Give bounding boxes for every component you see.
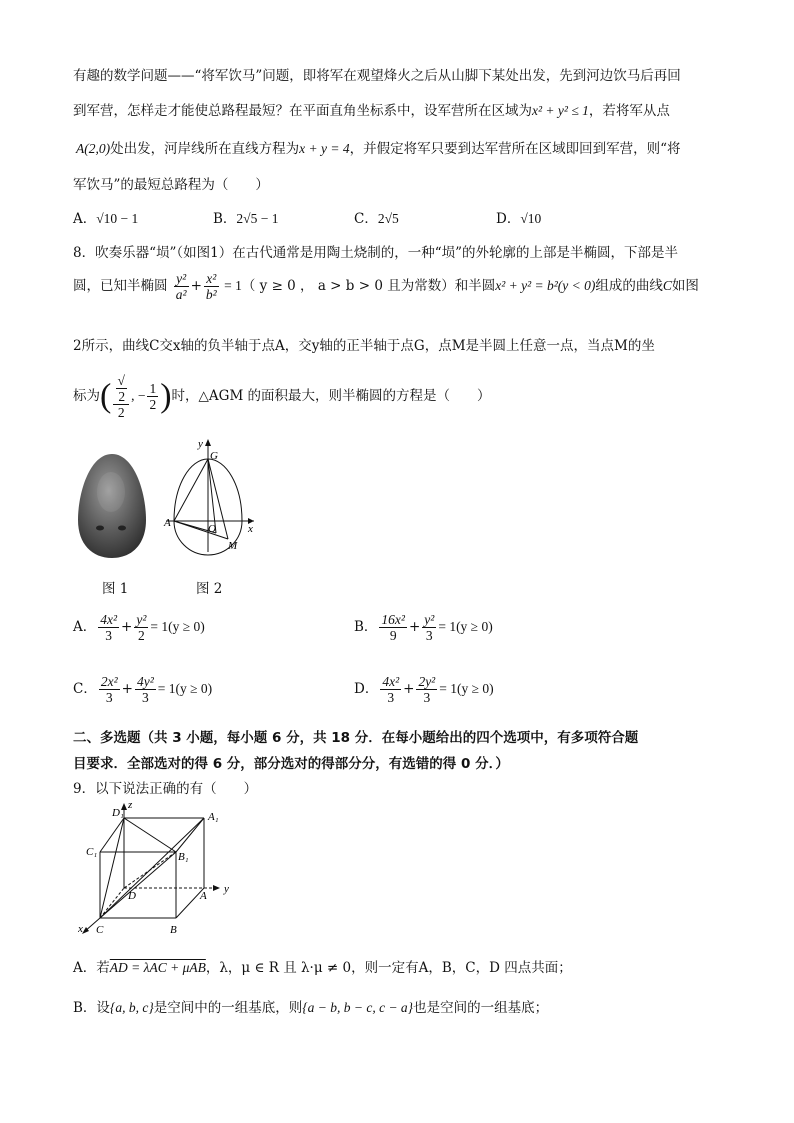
q7-option-d-label: D．	[496, 211, 521, 227]
q8-line4: 标为( √ 2 2 , − $\frac{1}{2}$ )时，△AGM 的面积最大，则半椭圆的方程是（ ）	[73, 373, 491, 420]
cube-label-d1: D₁	[112, 807, 124, 819]
q8-option-d-label: D．	[354, 681, 379, 697]
cube-label-c: C	[96, 924, 104, 936]
q8-m-x: √ 2 2	[113, 373, 129, 420]
q8-option-d-frac1: $\frac{\text{4x²}}{3}$	[382, 674, 400, 705]
q8-option-c: C． $\frac{\text{2x²}}{3}$ + $\frac{\text{4y²}}{3}$ = 1(y ≥ 0)	[73, 674, 213, 705]
cube-label-a: A	[200, 890, 207, 902]
q7-option-a-label: A．	[73, 211, 97, 227]
q8-option-c-frac1: $\frac{\text{2x²}}{3}$	[100, 674, 118, 705]
q8-circle-formula: x² + y² = b²(y < 0)	[495, 278, 596, 293]
cube-label-y: y	[224, 883, 229, 895]
q7-line3-text: 处出发，河岸线所在直线方程为	[110, 141, 300, 157]
q8-option-a-tail: = 1(y ≥ 0)	[150, 619, 205, 634]
q9-option-a	[73, 956, 572, 976]
q7-option-b-text: 2√5 − 1	[236, 211, 279, 226]
q8-option-c-label: C．	[73, 681, 97, 697]
q7-line2	[73, 99, 670, 119]
q8-option-a: A． $\frac{\text{4x²}}{3}$ + $\frac{\text{y²}}{2}$ = 1(y ≥ 0)	[73, 612, 205, 643]
q7-line3-text-b: ，并假定将军只要到达军营所在区域即回到军营，则“将	[349, 141, 681, 157]
section2-heading-line2: 目要求．全部选对的得 6 分，部分选对的得部分分，有选错的得 0 分．）	[73, 756, 509, 772]
q8-line2-text: 圆，已知半椭圆	[73, 278, 168, 294]
q9-option-b-set2: {a − b, b − c, c − a}	[302, 1000, 414, 1015]
fig2-caption: 图 2	[196, 581, 223, 597]
q8-line1: 8．吹奏乐器“埙”（如图1）在古代通常是用陶土烧制的，一种“埙”的外轮廓的上部是半椭圆，下部是半	[73, 245, 679, 261]
q8-option-a-label: A．	[73, 619, 97, 635]
cube-label-d: D	[128, 890, 136, 902]
q8-line2-text-b: 组成的曲线	[595, 278, 663, 294]
fig2-label-x: x	[248, 523, 253, 535]
cube-label-b: B	[170, 924, 177, 936]
q7-line2-text: 到军营，怎样走才能使总路程最短？在平面直角坐标系中，设军营所在区域为	[73, 103, 532, 119]
q7-option-c-text: 2√5	[377, 211, 399, 226]
q8-option-a-frac1: $\frac{\text{4x²}}{3}$	[100, 612, 118, 643]
q7-option-a	[73, 207, 138, 227]
cube-label-b1: B₁	[178, 851, 189, 863]
q8-line4-text: 标为	[73, 388, 100, 404]
fig1-caption: 图 1	[102, 581, 129, 597]
fig2-label-a: A	[164, 517, 171, 529]
q8-curve-c: C	[662, 278, 672, 293]
q8-option-d-frac2: $\frac{\text{2y²}}{3}$	[418, 674, 436, 705]
q8-option-a-frac2: $\frac{\text{y²}}{2}$	[136, 612, 147, 643]
cube-label-c1: C₁	[86, 846, 98, 858]
q8-line3: 2所示，曲线C交x轴的负半轴于点A，交y轴的正半轴于点G，点M是半圆上任意一点，当点M的坐	[73, 338, 655, 354]
q7-option-d	[496, 207, 541, 227]
q9-option-b-set1: {a, b, c}	[109, 1000, 154, 1015]
cube-label-a1: A₁	[208, 811, 219, 823]
q9-option-a-tail: A，B，C，D 四点共面；	[418, 960, 572, 976]
q7-option-c	[354, 207, 399, 227]
q8-option-d: D． $\frac{\text{4x²}}{3}$ + $\frac{\text{2y²}}{3}$ = 1(y ≥ 0)	[354, 674, 494, 705]
q8-line2-cond: （ y ≥ 0 ， a > b > 0 且为常数）和半圆	[241, 278, 496, 294]
q8-option-c-frac2: $\frac{\text{4y²}}{3}$	[136, 674, 154, 705]
cube-label-z: z	[128, 800, 133, 811]
fig2-label-o: O	[208, 523, 216, 535]
q8-line2-text-d: 如图	[671, 278, 699, 294]
q7-point-a: A(2,0)	[76, 141, 111, 156]
section2-heading-line1: 二、多选题（共 3 小题，每小题 6 分，共 18 分．在每小题给出的四个选项中，有多项符合题	[73, 730, 639, 746]
q7-option-c-label: C．	[354, 211, 378, 227]
q7-line4: 军饮马”的最短总路程为（ ）	[73, 177, 269, 193]
q8-option-b-frac2: $\frac{\text{y²}}{3}$	[424, 612, 435, 643]
q7-option-b-label: B．	[213, 211, 237, 227]
fig2-label-g: G	[210, 450, 218, 462]
q7-option-a-text: √10 − 1	[96, 211, 139, 226]
q8-line2: 圆，已知半椭圆 $\frac{\text{y²}}{\text{a²}}$ + $\frac{\text{x²}}{\text{b²}}$ = 1（ y ≥ 0 ， a > b > 0 且为常数）和半圆x² + y² = b²(y < 0)组成的曲线C如图	[73, 271, 699, 302]
q8-ellipse-frac2: $\frac{\text{x²}}{\text{b²}}$	[205, 271, 217, 302]
q9-option-a-formula: AD = λAC + μAB	[109, 960, 206, 975]
q8-option-b: B． $\frac{\text{16x²}}{9}$ + $\frac{\text{y²}}{3}$ = 1(y ≥ 0)	[354, 612, 493, 643]
q9-stem: 9．以下说法正确的有（ ）	[73, 781, 258, 797]
q8-option-c-tail: = 1(y ≥ 0)	[157, 681, 213, 696]
cube-diagram	[78, 800, 238, 940]
q9-option-b	[73, 996, 548, 1016]
q8-m-y: $\frac{1}{2}$	[149, 381, 157, 412]
q8-option-b-frac1: $\frac{\text{16x²}}{9}$	[381, 612, 405, 643]
q7-option-b	[213, 207, 278, 227]
q7-region-formula: x² + y² ≤ 1	[532, 103, 589, 118]
q9-option-a-label: A．若	[73, 960, 110, 976]
q7-line1: 有趣的数学问题——“将军饮马”问题，即将军在观望烽火之后从山脚下某处出发，先到河边饮马后再回	[73, 68, 681, 84]
q9-option-a-mid: ，λ，μ ∈ R 且 λ·μ ≠ 0，则一定有	[205, 960, 419, 976]
q7-line3	[76, 137, 681, 157]
xun-photo	[76, 452, 148, 560]
q9-option-b-mid: 是空间中的一组基底，则	[153, 1000, 303, 1016]
cube-label-x: x	[78, 923, 83, 935]
q8-option-d-tail: = 1(y ≥ 0)	[439, 681, 494, 696]
fig2-label-m: M	[228, 540, 238, 552]
q7-line2-text-b: ，若将军从点	[588, 103, 670, 119]
curve-diagram	[160, 437, 260, 557]
q7-option-d-text: √10	[520, 211, 542, 226]
q7-river-formula: x + y = 4	[299, 141, 350, 156]
q8-option-b-label: B．	[354, 619, 378, 635]
q8-line4-text-b: 时，△AGM 的面积最大，则半椭圆的方程是（ ）	[171, 388, 491, 404]
q8-ellipse-frac1: $\frac{\text{y²}}{\text{a²}}$	[175, 271, 187, 302]
fig2-label-y: y	[198, 438, 203, 450]
q9-option-b-label: B．设	[73, 1000, 110, 1016]
q8-option-b-tail: = 1(y ≥ 0)	[438, 619, 493, 634]
q9-option-b-tail: 也是空间的一组基底；	[413, 1000, 549, 1016]
